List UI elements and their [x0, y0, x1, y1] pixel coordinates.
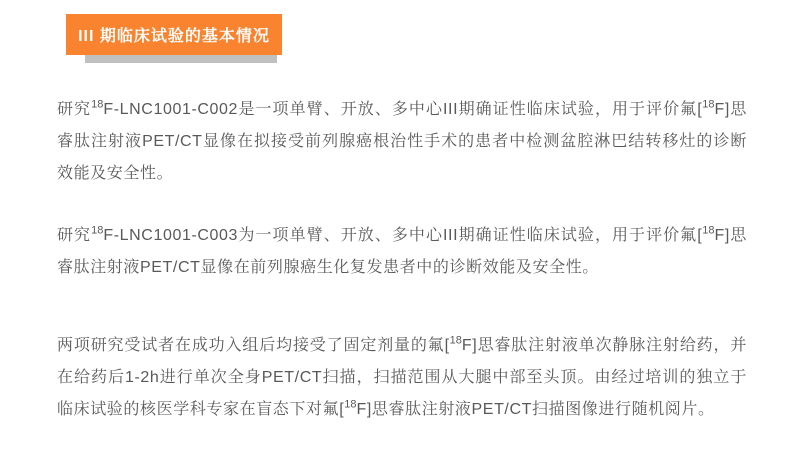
section-title: III 期临床试验的基本情况: [78, 28, 270, 45]
text-run: F]思睿肽注射液单次静脉注射给药，并在给药后1-2h进行单次全身PET/CT扫描，扫描范围从大腿中部至头顶。由经过培训的独立于临床试验的核医学科专家在盲态下对氟[: [57, 337, 747, 418]
section-title-shadow: [85, 55, 277, 63]
superscript: 18: [702, 98, 715, 111]
text-run: F]思睿肽注射液PET/CT扫描图像进行随机阅片。: [356, 401, 715, 418]
text-run: 研究: [57, 101, 92, 118]
text-run: F-LNC1001-C003为一项单臂、开放、多中心III期确证性临床试验，用于评价氟[: [103, 227, 703, 244]
paragraph: [57, 330, 747, 426]
superscript: 18: [702, 224, 715, 237]
text-run: 两项研究受试者在成功入组后均接受了固定剂量的氟[: [57, 337, 450, 354]
article-body: [57, 94, 747, 426]
paragraph: [57, 220, 747, 284]
paragraph: [57, 94, 747, 190]
text-run: F]思睿肽注射液PET/CT显像在拟接受前列腺癌根治性手术的患者中检测盆腔淋巴结转移灶的诊断效能及安全性。: [57, 101, 747, 182]
text-run: F-LNC1001-C002是一项单臂、开放、多中心III期确证性临床试验，用于评价氟[: [103, 101, 703, 118]
text-run: F]思睿肽注射液PET/CT显像在前列腺癌生化复发患者中的诊断效能及安全性。: [57, 227, 747, 276]
superscript: 18: [449, 334, 462, 347]
superscript: 18: [344, 398, 357, 411]
text-run: 研究: [57, 227, 92, 244]
superscript: 18: [91, 224, 104, 237]
superscript: 18: [91, 98, 104, 111]
section-title-badge: [66, 14, 282, 55]
